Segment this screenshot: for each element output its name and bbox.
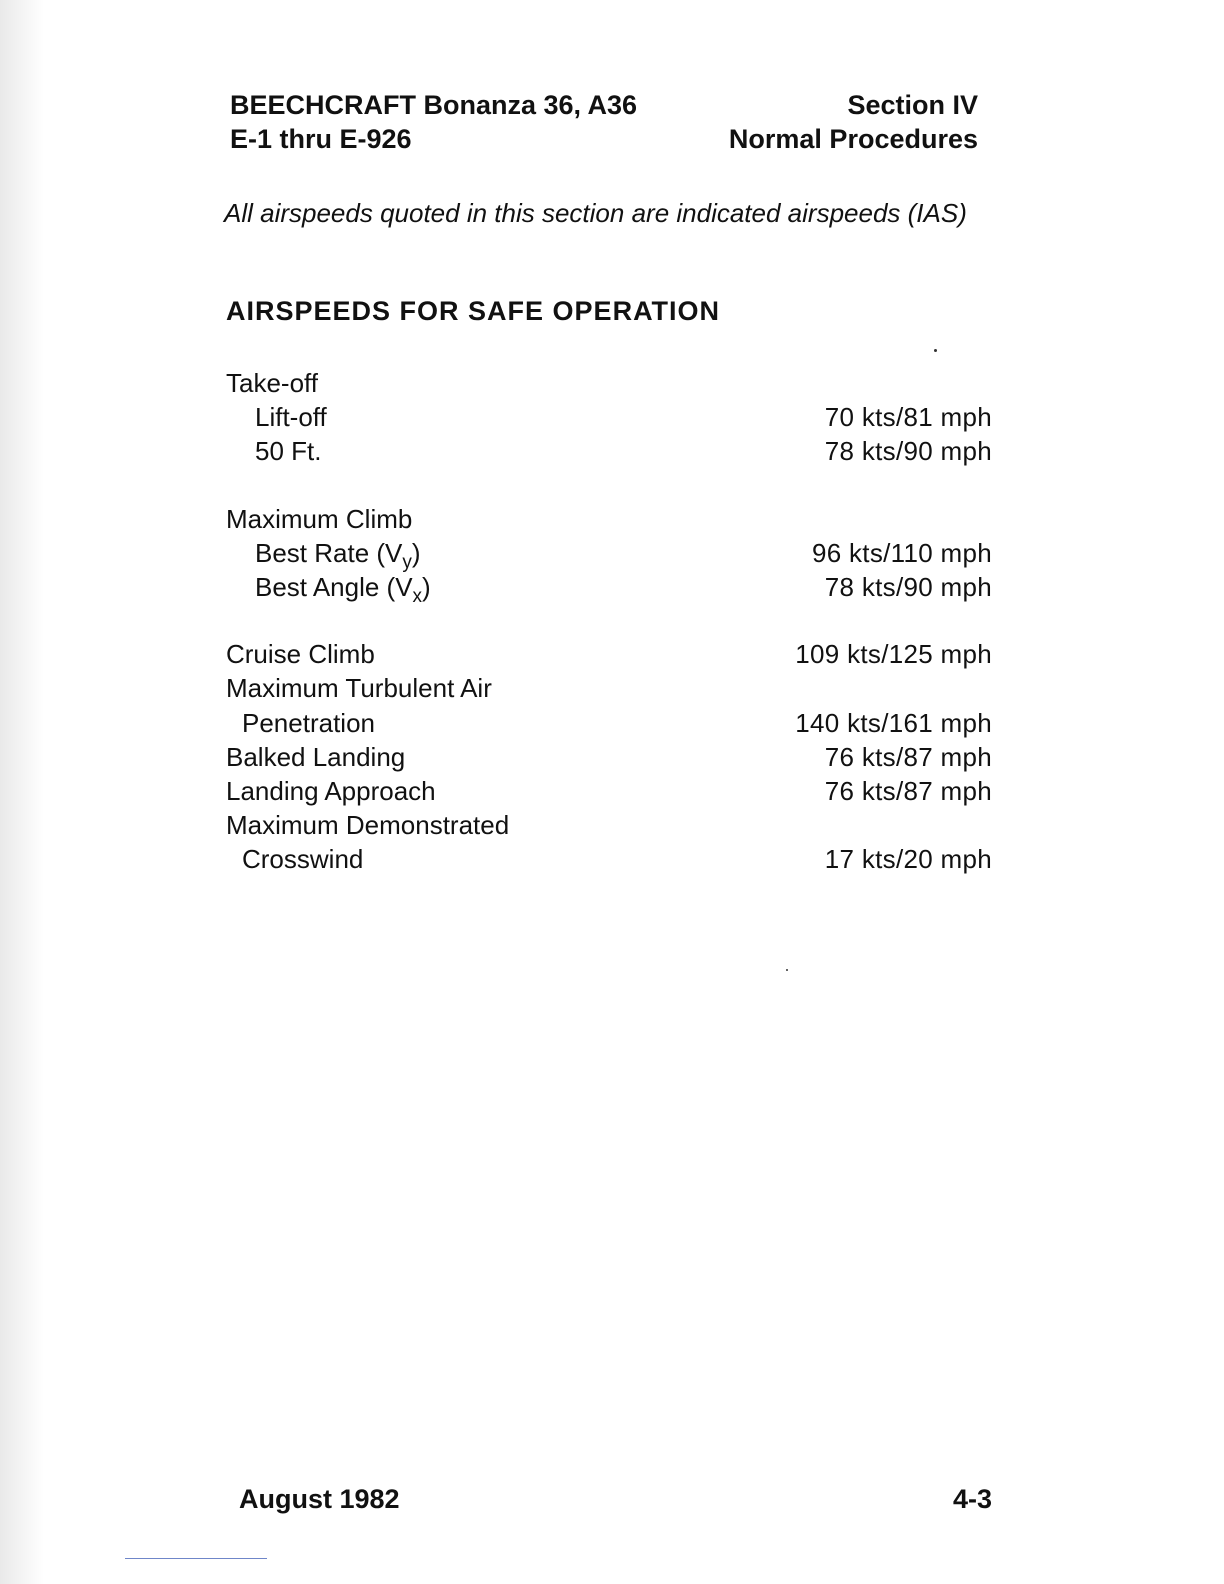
row-value: 96 kts/110 mph <box>811 537 992 568</box>
table-row <box>226 536 992 573</box>
footer-date: August 1982 <box>239 1484 400 1514</box>
document-header-left <box>230 88 637 156</box>
row-label: Crosswind <box>242 844 364 875</box>
aircraft-model: BEECHCRAFT Bonanza 36, A36 <box>230 90 638 120</box>
table-row <box>226 434 992 468</box>
table-row <box>226 637 992 671</box>
row-value: 76 kts/87 mph <box>824 741 992 772</box>
table-row <box>226 842 992 876</box>
row-label: Maximum Demonstrated <box>226 810 510 841</box>
row-value: 70 kts/81 mph <box>824 402 992 433</box>
table-row <box>226 502 992 536</box>
row-label: Penetration <box>242 707 375 738</box>
airspeed-table <box>226 366 992 876</box>
table-row <box>226 740 992 774</box>
scan-speck <box>934 349 937 352</box>
row-label: Maximum Climb <box>226 503 413 534</box>
scan-page-edge <box>0 0 44 1584</box>
row-label: Take-off <box>226 368 319 398</box>
row-label: 50 Ft. <box>255 436 322 467</box>
airspeed-note: All airspeeds quoted in this section are indicated airspeeds (IAS) <box>224 198 967 228</box>
table-row <box>226 400 992 434</box>
table-row <box>226 774 992 808</box>
row-value: 109 kts/125 mph <box>795 639 992 670</box>
section-title: AIRSPEEDS FOR SAFE OPERATION <box>226 296 721 326</box>
table-row <box>226 706 992 740</box>
section-number: Section IV <box>847 90 978 120</box>
section-name: Normal Procedures <box>728 124 978 154</box>
page-number: 4-3 <box>952 1484 992 1514</box>
scan-artifact-line <box>125 1558 267 1559</box>
document-header-right <box>700 88 978 156</box>
table-row <box>226 808 992 842</box>
row-value: 78 kts/90 mph <box>824 571 992 602</box>
row-label: Balked Landing <box>226 741 406 772</box>
row-value: 78 kts/90 mph <box>824 436 992 467</box>
table-row <box>226 671 992 705</box>
row-label: Cruise Climb <box>226 639 375 670</box>
row-value: 140 kts/161 mph <box>795 707 992 738</box>
row-label: Best Angle $(V_x)$ <box>255 571 431 607</box>
row-label: Best Rate $(V_y)$ <box>255 537 421 573</box>
table-row <box>226 570 992 607</box>
row-label: Landing Approach <box>226 775 436 806</box>
row-value: 17 kts/20 mph <box>824 844 992 875</box>
serial-range: E-1 thru E-926 <box>230 124 412 154</box>
row-label: Lift-off <box>255 402 327 433</box>
table-row <box>226 366 992 400</box>
scan-speck <box>786 969 788 971</box>
row-label: Maximum Turbulent Air <box>226 673 492 704</box>
row-value: 76 kts/87 mph <box>824 775 992 806</box>
